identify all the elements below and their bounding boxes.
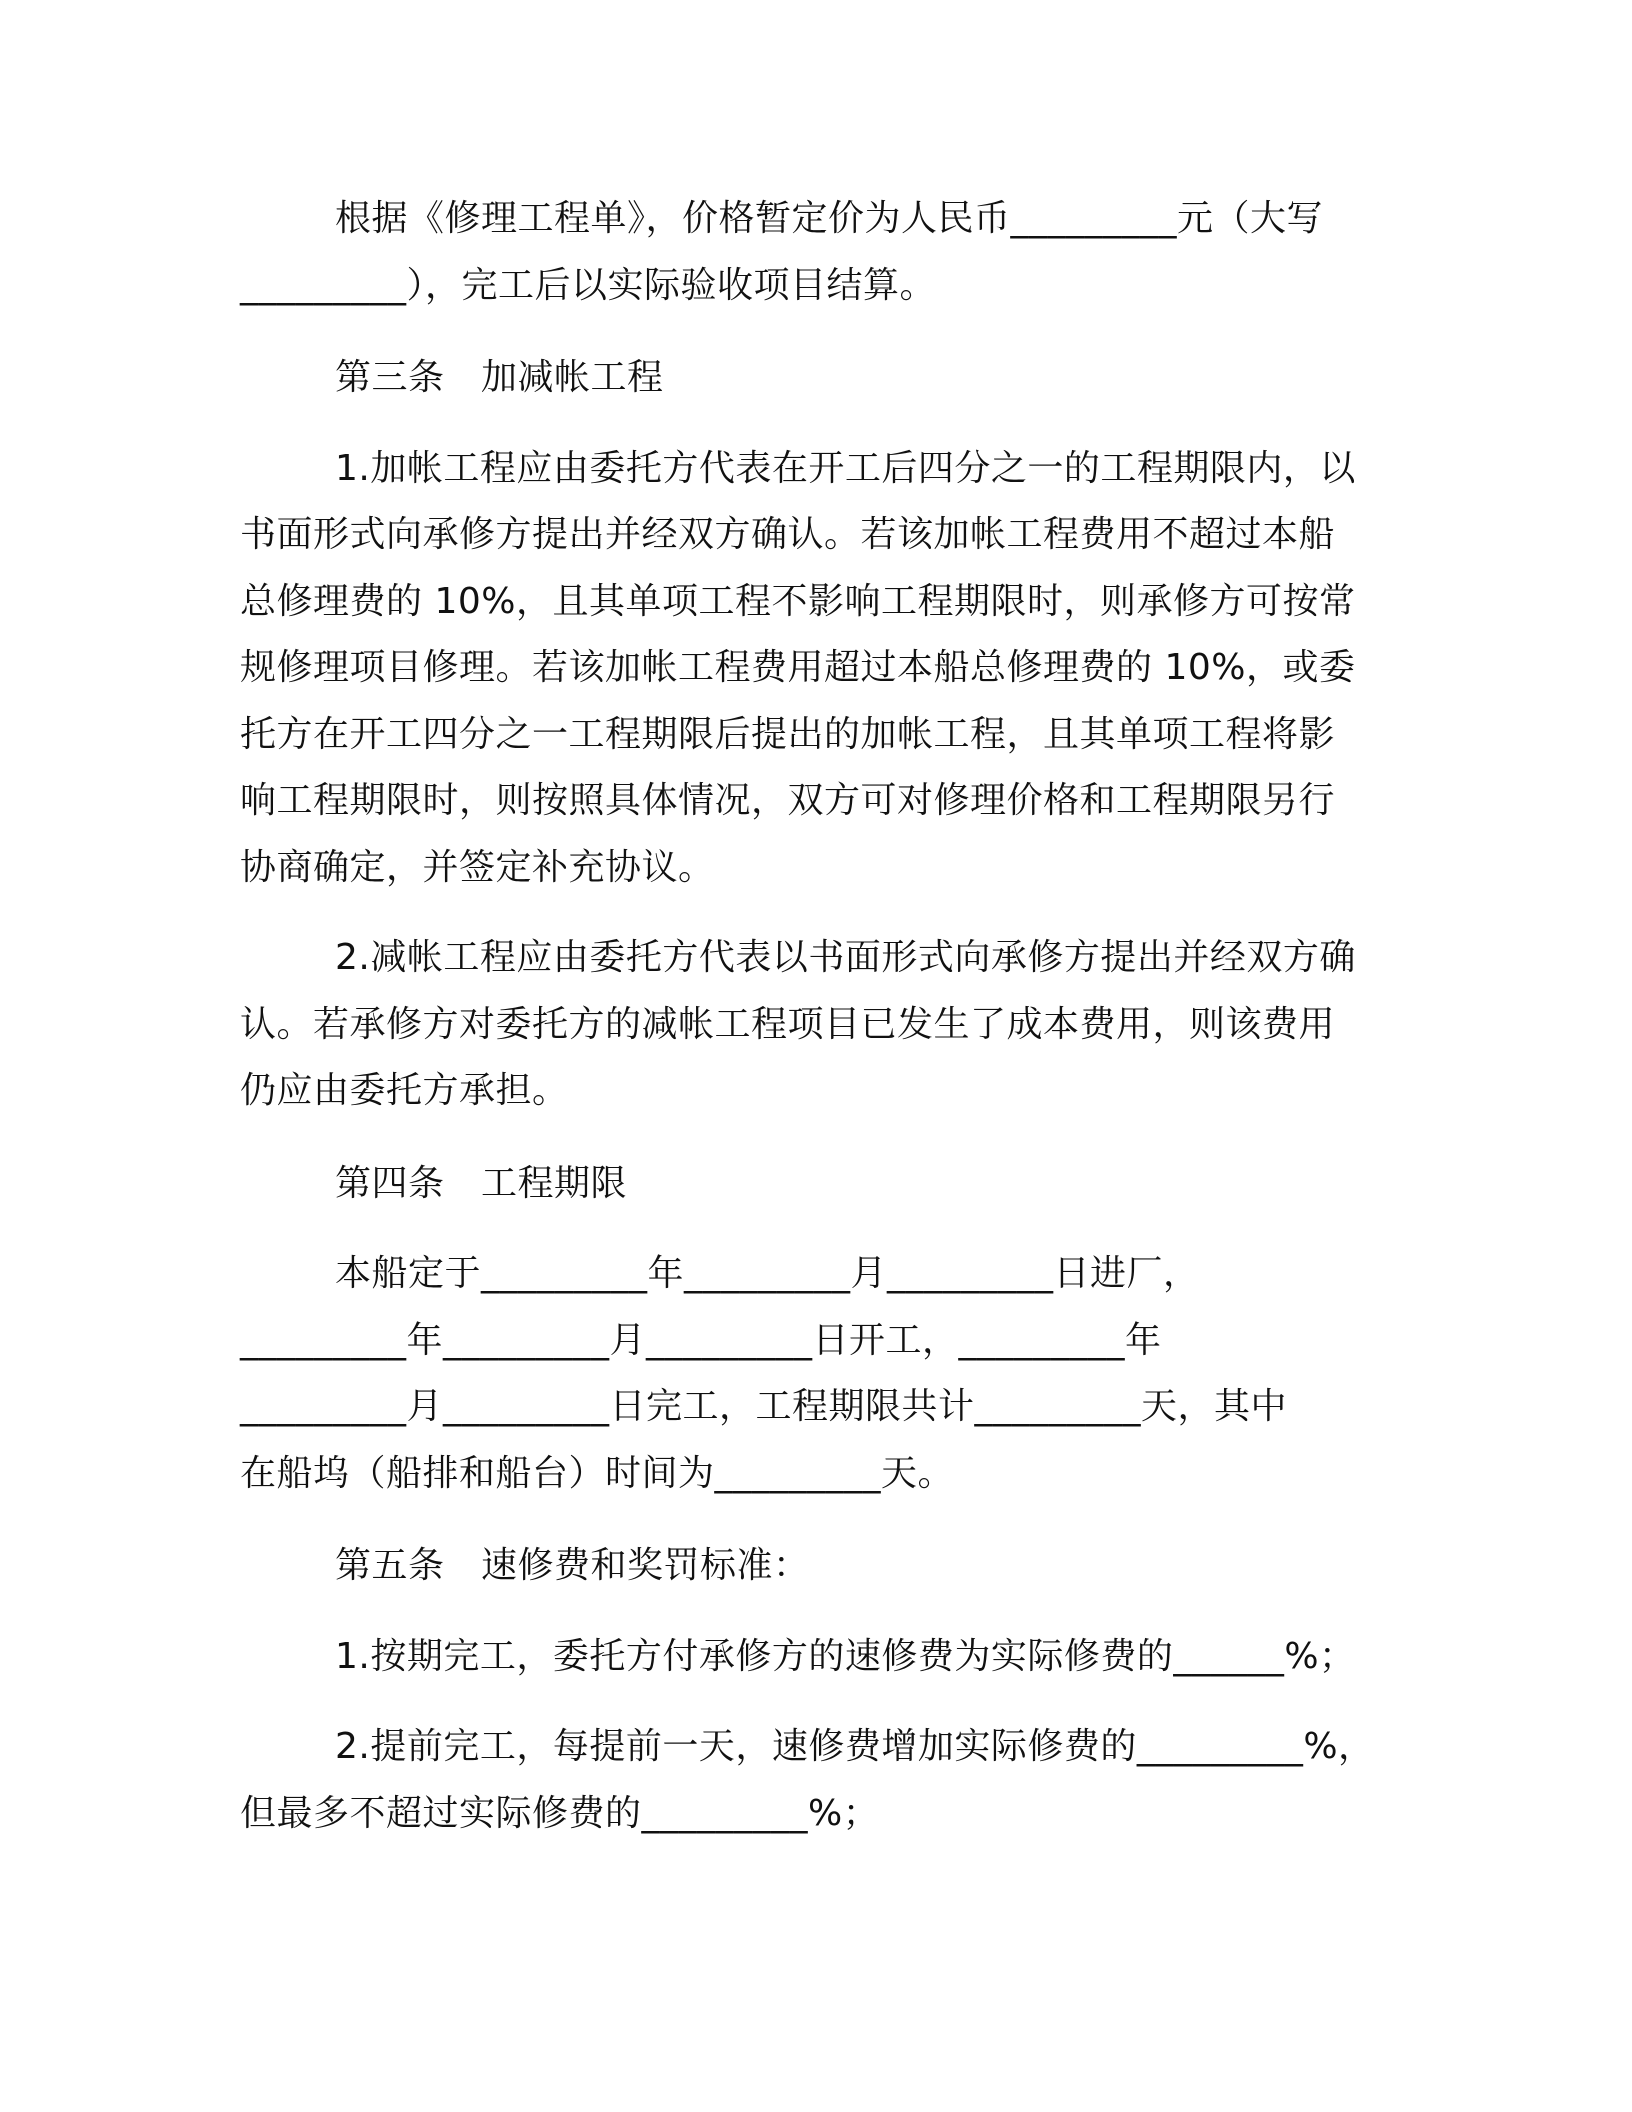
article-4-schedule-line-2: _________年_________月_________日开工，_________年: [240, 1319, 1162, 1361]
price-paragraph-line-2: _________），完工后以实际验收项目结算。: [240, 264, 937, 306]
article-4-schedule-line-1: 本船定于_________年_________月_________日进厂，: [335, 1253, 1200, 1294]
document-page: [240, 186, 1380, 1847]
article-3-item-1-line-7: 协商确定，并签定补充协议。: [240, 846, 715, 888]
price-paragraph-line-1: 根据《修理工程单》，价格暂定价为人民币_________元（大写: [335, 198, 1324, 239]
article-3-item-2-line-2: 认。若承修方对委托方的减帐工程项目已发生了成本费用，则该费用: [240, 1003, 1336, 1045]
article-3-item-1-line-2: 书面形式向承修方提出并经双方确认。若该加帐工程费用不超过本船: [240, 514, 1336, 555]
article-5-item-1: 1.按期完工，委托方付承修方的速修费为实际修费的______%；: [335, 1635, 1356, 1677]
article-3-item-2-line-3: 仍应由委托方承担。: [240, 1070, 569, 1111]
article-4-heading: 第四条 工程期限: [335, 1162, 628, 1204]
article-4-schedule-line-3: _________月_________日完工，工程期限共计_________天，其中: [240, 1386, 1288, 1427]
article-3-item-1-line-4: 规修理项目修理。若该加帐工程费用超过本船总修理费的 10%，或委: [240, 647, 1356, 688]
article-5-heading: 第五条 速修费和奖罚标准：: [335, 1545, 810, 1586]
article-3-item-1-line-5: 托方在开工四分之一工程期限后提出的加帐工程，且其单项工程将影: [240, 713, 1336, 755]
article-5-item-2-line-2: 但最多不超过实际修费的_________%；: [240, 1792, 880, 1834]
article-4-schedule-line-4: 在船坞（船排和船台）时间为_________天。: [240, 1452, 955, 1494]
article-3-item-1-line-6: 响工程期限时，则按照具体情况，双方可对修理价格和工程期限另行: [240, 780, 1336, 821]
article-3-item-2-line-1: 2.减帐工程应由委托方代表以书面形式向承修方提出并经双方确: [335, 937, 1356, 978]
article-3-item-1-line-1: 1.加帐工程应由委托方代表在开工后四分之一的工程期限内，以: [335, 447, 1356, 489]
article-5-item-2-line-1: 2.提前完工，每提前一天，速修费增加实际修费的_________%，: [335, 1726, 1375, 1767]
article-3-item-1-line-3: 总修理费的 10%，且其单项工程不影响工程期限时，则承修方可按常: [240, 580, 1356, 622]
article-3-heading: 第三条 加减帐工程: [335, 357, 664, 398]
